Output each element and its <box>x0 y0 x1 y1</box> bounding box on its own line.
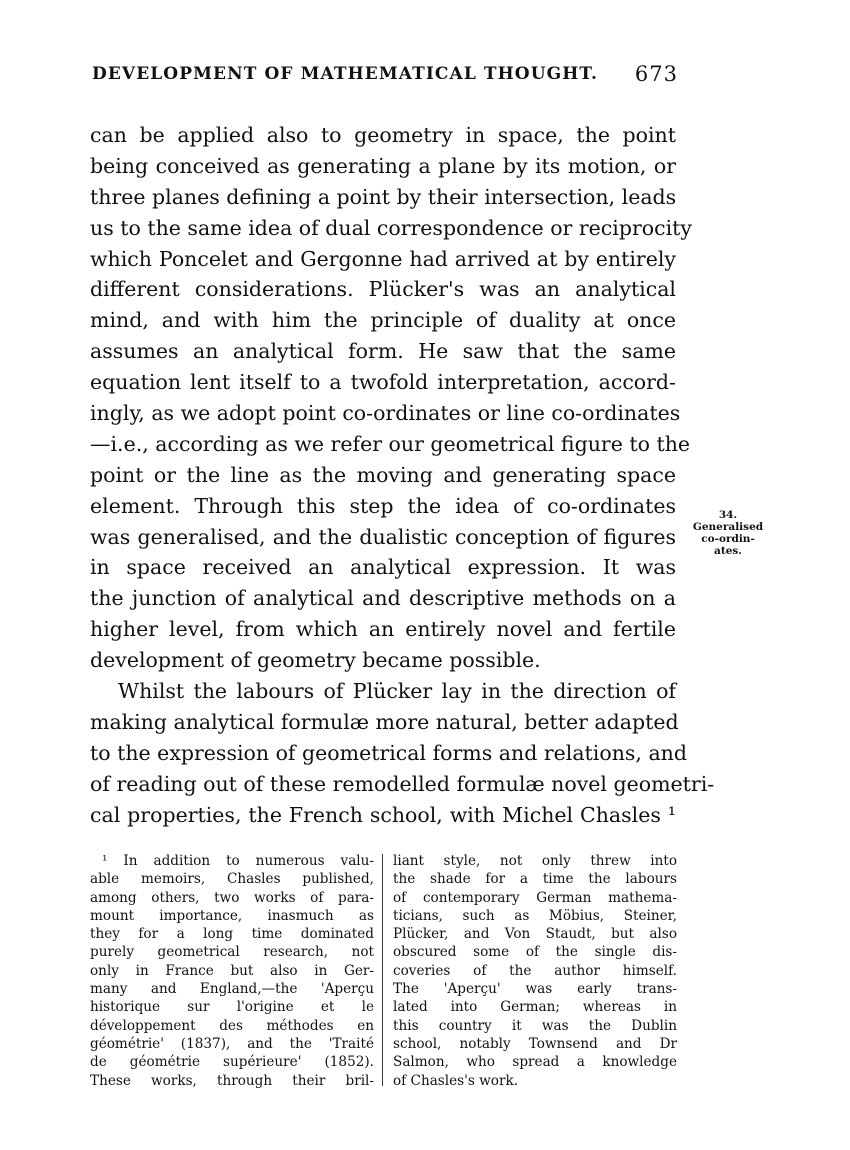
text-line: assumes an analytical form. He saw that the same <box>90 339 676 364</box>
footnote-line: These works, through their bril- <box>90 1072 374 1089</box>
margin-note-number: 34. <box>718 509 738 521</box>
text-line: point or the line as the moving and generating space <box>90 462 676 487</box>
footnotes <box>90 852 676 1092</box>
margin-note <box>688 509 768 557</box>
running-title: DEVELOPMENT OF MATHEMATICAL THOUGHT. <box>92 64 598 84</box>
text-line: of reading out of these remodelled formulæ novel geometri- <box>90 771 715 796</box>
text-line: ingly, as we adopt point co-ordinates or line co-ordinates <box>90 401 681 426</box>
running-header <box>92 64 678 94</box>
footnote-line: of contemporary German mathema- <box>393 889 677 906</box>
page-number: 673 <box>634 62 678 86</box>
text-line: was generalised, and the dualistic conception of figures <box>90 524 676 549</box>
text-line: development of geometry became possible. <box>90 648 541 673</box>
main-text <box>90 120 715 830</box>
text-line: to the expression of geometrical forms and relations, and <box>90 740 687 765</box>
text-line: equation lent itself to a twofold interpretation, accord- <box>90 370 676 395</box>
text-line: —i.e., according as we refer our geometrical figure to the <box>90 431 691 456</box>
footnote-line: able memoirs, Chasles published, <box>90 871 374 888</box>
text-line: us to the same idea of dual correspondence or reciprocity <box>90 215 692 240</box>
text-line: mind, and with him the principle of duality at once <box>90 308 676 333</box>
footnote-line: historique sur l'origine et le <box>90 999 374 1016</box>
text-line: being conceived as generating a plane by its motion, or <box>90 153 676 178</box>
text-line: can be applied also to geometry in space, the point <box>90 123 676 147</box>
text-line: different considerations. Plücker's was an analytical <box>90 277 676 302</box>
footnote-line: obscured some of the single dis- <box>393 944 677 961</box>
text-line: which Poncelet and Gergonne had arrived at by entirely <box>90 246 676 271</box>
footnote-line: développement des méthodes en <box>90 1017 374 1034</box>
footnote-line: The 'Aperçu' was early trans- <box>393 981 677 998</box>
text-line: in space received an analytical expression. It was <box>90 555 676 580</box>
footnote-column-left <box>90 852 374 1090</box>
footnote-divider <box>382 854 383 1086</box>
text-line: three planes defining a point by their intersection, leads <box>90 184 677 209</box>
margin-note-line: ates. <box>714 545 742 557</box>
text-line: making analytical formulæ more natural, better adapted <box>90 709 679 734</box>
footnote-line: purely geometrical research, not <box>90 944 374 961</box>
footnote-line: they for a long time dominated <box>90 926 374 943</box>
text-line: Whilst the labours of Plücker lay in the direction of <box>118 679 676 704</box>
margin-note-line: co-ordin- <box>701 533 755 545</box>
footnote-column-right <box>393 852 677 1090</box>
text-line: higher level, from which an entirely novel and fertile <box>90 617 676 642</box>
footnote-line: ¹ In addition to numerous valu- <box>102 853 374 869</box>
footnote-line: many and England,—the 'Aperçu <box>90 981 374 998</box>
text-line: cal properties, the French school, with Michel Chasles ¹ <box>90 802 676 827</box>
footnote-line: only in France but also in Ger- <box>90 962 374 979</box>
footnote-line: ticians, such as Möbius, Steiner, <box>393 907 677 924</box>
footnote-line: school, notably Townsend and Dr <box>393 1035 677 1052</box>
margin-note-line: Generalised <box>692 521 764 533</box>
footnote-line: Plücker, and Von Staudt, but also <box>393 926 677 943</box>
footnote-line: this country it was the Dublin <box>393 1017 677 1034</box>
footnote-line: coveries of the author himself. <box>393 962 677 979</box>
footnote-line: liant style, not only threw into <box>393 853 677 869</box>
footnote-line: de géométrie supérieure' (1852). <box>90 1054 374 1071</box>
text-line: the junction of analytical and descriptive methods on a <box>90 586 676 611</box>
footnote-line: the shade for a time the labours <box>393 871 677 888</box>
footnote-line: of Chasles's work. <box>393 1072 519 1089</box>
footnote-line: among others, two works of para- <box>90 889 374 906</box>
text-line: element. Through this step the idea of co-ordinates <box>90 493 676 518</box>
footnote-line: Salmon, who spread a knowledge <box>393 1054 677 1071</box>
footnote-line: mount importance, inasmuch as <box>90 907 374 924</box>
footnote-line: lated into German; whereas in <box>393 999 677 1016</box>
footnote-line: géométrie' (1837), and the 'Traité <box>90 1035 374 1052</box>
